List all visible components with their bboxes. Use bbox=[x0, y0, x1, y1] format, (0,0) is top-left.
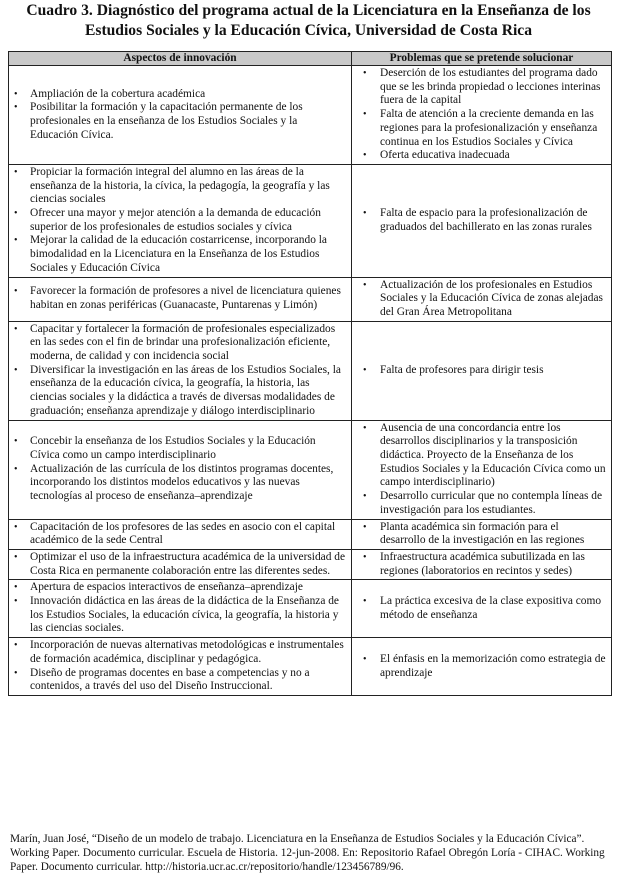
table-row bbox=[9, 321, 612, 420]
title-line-2: Estudios Sociales y la Educación Cívica, Universidad de Costa Rica bbox=[84, 22, 533, 39]
problem-cell bbox=[352, 321, 612, 420]
table-row bbox=[9, 549, 612, 579]
table-header-row bbox=[9, 52, 612, 66]
list-item: • Innovación didáctica en las áreas de la didáctica de la Enseñanza de los Estudios Sociales, la educación cívica, la geografía, la historia y las ciencias sociales. bbox=[11, 595, 347, 636]
list-item: • Falta de espacio para la profesionalización de graduados del bachillerato en las zonas rurales bbox=[354, 207, 607, 234]
list-item: • Actualización de los profesionales en Estudios Sociales y la Educación Cívica de zonas alejadas del Gran Área Metropolitana bbox=[354, 279, 607, 320]
bullet-list bbox=[11, 285, 347, 312]
innovation-cell bbox=[9, 66, 352, 165]
bullet-list bbox=[354, 595, 607, 622]
table-row bbox=[9, 420, 612, 519]
list-item: • Actualización de las currícula de los distintos programas docentes, incorporando los distintos modelos educativos y las nuevas tecnologías al proceso de enseñanza–aprendizaje bbox=[11, 463, 347, 504]
list-item: • Ofrecer una mayor y mejor atención a la demanda de educación superior de los profesionales de estudios sociales y cívica bbox=[11, 207, 347, 234]
list-item: • Oferta educativa inadecuada bbox=[354, 149, 607, 163]
list-item: • Favorecer la formación de profesores a nivel de licenciatura quienes habitan en zonas periféricas (Guanacaste, Puntarenas y Limón) bbox=[11, 285, 347, 312]
table-row bbox=[9, 519, 612, 549]
list-item: • Apertura de espacios interactivos de enseñanza–aprendizaje bbox=[11, 581, 347, 595]
bullet-list bbox=[354, 364, 607, 378]
bullet-list bbox=[11, 323, 347, 419]
bullet-list bbox=[11, 435, 347, 504]
problem-cell bbox=[352, 519, 612, 549]
table-body bbox=[9, 66, 612, 696]
innovation-cell bbox=[9, 420, 352, 519]
list-item: • Diseño de programas docentes en base a competencias y no a contenidos, a través del uso del Diseño Instruccional. bbox=[11, 667, 347, 694]
list-item: • Concebir la enseñanza de los Estudios Sociales y la Educación Cívica como un campo interdisciplinario bbox=[11, 435, 347, 462]
innovation-cell bbox=[9, 321, 352, 420]
header-problemas: Problemas que se pretende solucionar bbox=[352, 52, 612, 66]
problem-cell bbox=[352, 164, 612, 277]
problem-cell bbox=[352, 580, 612, 638]
innovation-cell bbox=[9, 519, 352, 549]
title-line-1: Cuadro 3. Diagnóstico del programa actual de la Licenciatura en la Enseñanza de los bbox=[26, 2, 591, 19]
list-item: • Falta de profesores para dirigir tesis bbox=[354, 364, 607, 378]
table-row bbox=[9, 638, 612, 696]
table-row bbox=[9, 277, 612, 321]
list-item: • Diversificar la investigación en las áreas de los Estudios Sociales, la enseñanza de la educación cívica, la geografía, la historia, las ciencias sociales y la didáctica a través de diversas modalidades de graduación; enseñanza aprendizaje y diálogo interdisciplinario bbox=[11, 364, 347, 419]
bullet-list bbox=[354, 551, 607, 578]
list-item: • Infraestructura académica subutilizada en las regiones (laboratorios en recintos y sedes) bbox=[354, 551, 607, 578]
table-title bbox=[0, 1, 617, 41]
list-item: • Capacitación de los profesores de las sedes en asocio con el capital académico de la sede Central bbox=[11, 521, 347, 548]
list-item: • Capacitar y fortalecer la formación de profesionales especializados en las sedes con el fin de brindar una profesionalización eficiente, moderna, de calidad y con incidencia social bbox=[11, 323, 347, 364]
problem-cell bbox=[352, 549, 612, 579]
innovation-cell bbox=[9, 549, 352, 579]
list-item: • El énfasis en la memorización como estrategia de aprendizaje bbox=[354, 653, 607, 680]
bullet-list bbox=[11, 88, 347, 143]
list-item: • Mejorar la calidad de la educación costarricense, incorporando la bimodalidad en la Licenciatura en la Enseñanza de los Estudios Sociales y Educación Cívica bbox=[11, 234, 347, 275]
table-row bbox=[9, 164, 612, 277]
list-item: • Deserción de los estudiantes del programa dado que se les brinda propiedad o lecciones interinas fuera de la capital bbox=[354, 67, 607, 108]
innovation-cell bbox=[9, 164, 352, 277]
list-item: • Posibilitar la formación y la capacitación permanente de los profesionales en la enseñanza de los Estudios Sociales y la Educación Cívica. bbox=[11, 101, 347, 142]
bullet-list bbox=[11, 551, 347, 578]
list-item: • Incorporación de nuevas alternativas metodológicas e instrumentales de formación académica, disciplinar y pedagógica. bbox=[11, 639, 347, 666]
bullet-list bbox=[11, 166, 347, 276]
list-item: • Desarrollo curricular que no contempla líneas de investigación para los estudiantes. bbox=[354, 490, 607, 517]
source-citation: Marín, Juan José, “Diseño de un modelo de trabajo. Licenciatura en la Enseñanza de Estudios Sociales y la Educación Cívica”. Working Paper. Documento curricular. Escuela de Historia. 12-jun-2008. En: Repositorio Rafael Obregón Loría - CIHAC. Working Paper. Documento curricular. http://historia.ucr.ac.cr/repositorio/handle/123456789/96. bbox=[10, 833, 605, 873]
problem-cell bbox=[352, 638, 612, 696]
list-item: • La práctica excesiva de la clase expositiva como método de enseñanza bbox=[354, 595, 607, 622]
list-item: • Optimizar el uso de la infraestructura académica de la universidad de Costa Rica en permanente colaboración entre las diferentes sedes. bbox=[11, 551, 347, 578]
bullet-list bbox=[354, 653, 607, 680]
list-item: • Falta de atención a la creciente demanda en las regiones para la profesionalización y enseñanza continua en los Estudios Sociales y Cívica bbox=[354, 108, 607, 149]
table-row bbox=[9, 580, 612, 638]
innovation-cell bbox=[9, 277, 352, 321]
list-item: • Propiciar la formación integral del alumno en las áreas de la enseñanza de la historia, la cívica, la pedagogía, la geografía y las ciencias sociales bbox=[11, 166, 347, 207]
bullet-list bbox=[354, 422, 607, 518]
bullet-list bbox=[11, 521, 347, 548]
bullet-list bbox=[354, 207, 607, 234]
bullet-list bbox=[354, 279, 607, 320]
diagnostic-table bbox=[8, 51, 612, 696]
list-item: • Planta académica sin formación para el desarrollo de la investigación en las regiones bbox=[354, 521, 607, 548]
bullet-list bbox=[11, 639, 347, 694]
list-item: • Ausencia de una concordancia entre los desarrollos disciplinarios y la transposición didáctica. Proyecto de la Enseñanza de los Estudios Sociales y la Educación Cívica como un campo interdisciplinario) bbox=[354, 422, 607, 491]
bullet-list bbox=[354, 521, 607, 548]
innovation-cell bbox=[9, 638, 352, 696]
problem-cell bbox=[352, 420, 612, 519]
bullet-list bbox=[354, 67, 607, 163]
problem-cell bbox=[352, 277, 612, 321]
bullet-list bbox=[11, 581, 347, 636]
table-row bbox=[9, 66, 612, 165]
problem-cell bbox=[352, 66, 612, 165]
innovation-cell bbox=[9, 580, 352, 638]
header-aspectos: Aspectos de innovación bbox=[9, 52, 352, 66]
list-item: • Ampliación de la cobertura académica bbox=[11, 88, 347, 102]
